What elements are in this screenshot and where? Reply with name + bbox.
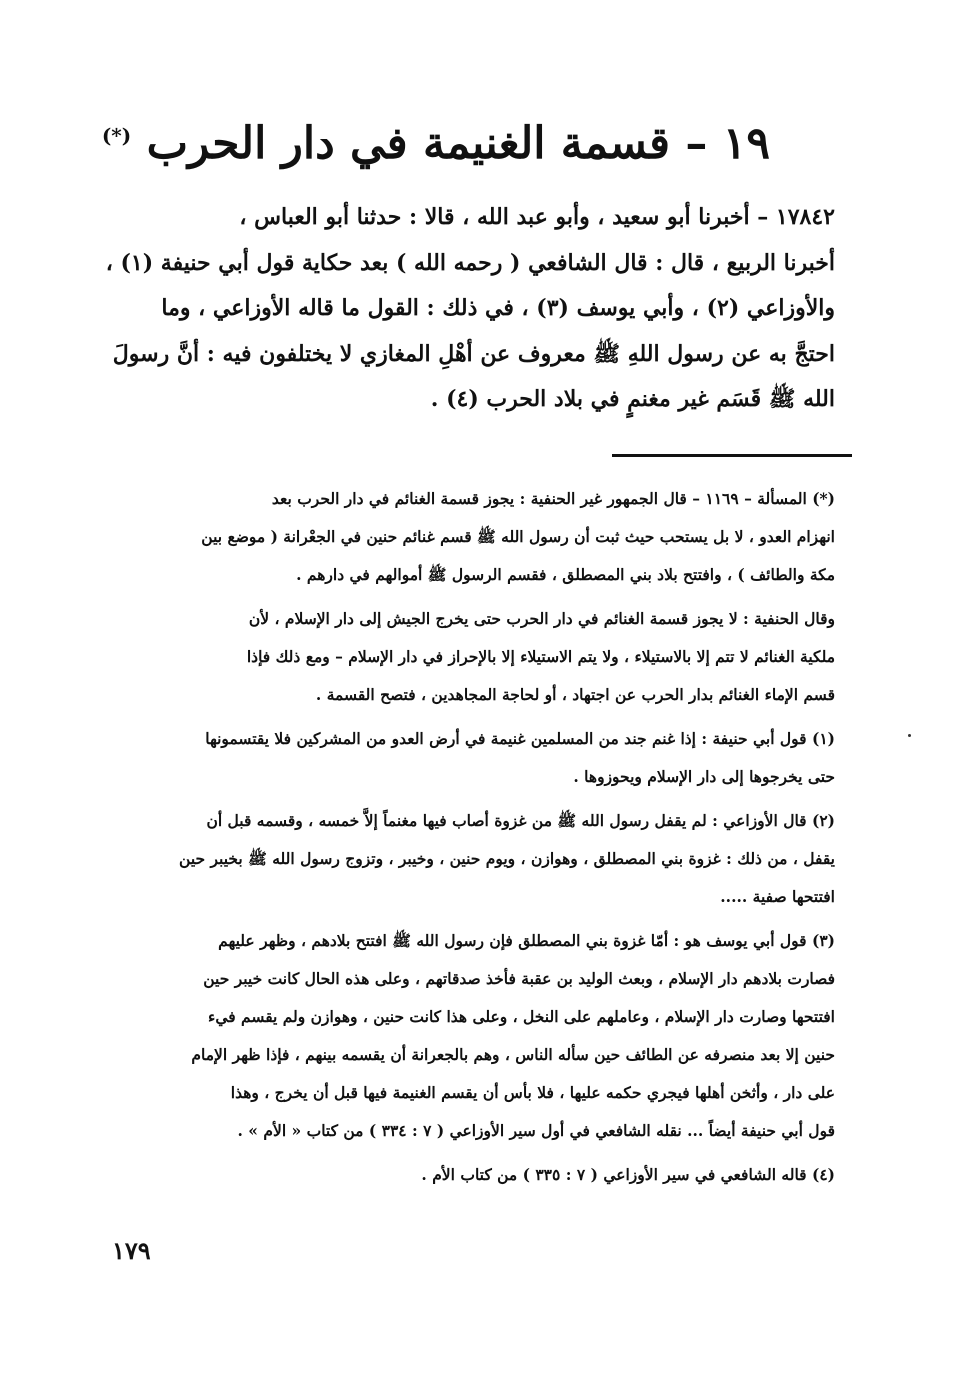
footnote-line: افتتحها وصارت دار الإسلام ، وعاملهم على النخل ، وعلى هذا كانت حنين ، وهوازن ولم يقسم فيء <box>208 1007 835 1026</box>
footnote-line: حنين إلا بعد منصرفه عن الطائف حين سأله الناس ، وهم بالجعرانة أن يقسمه بينهم ، فإذا ظهر الإمام <box>191 1045 835 1064</box>
footnote-line: وقال الحنفية : لا يجوز قسمة الغنائم في دار الحرب حتى يخرج الجيش إلى دار الإسلام ، لأن <box>248 609 835 628</box>
footnote-line: يقفل ، من ذلك : غزوة بني المصطلق ، وهوازن ، ويوم حنين ، وخيبر ، وتزوج رسول الله ﷺ بخيبر حين <box>179 849 835 868</box>
chapter-title <box>101 118 770 171</box>
footnote-line: (٣) قول أبي يوسف هو : أمّا غزوة بني المصطلق فإن رسول الله ﷺ افتتح بلادهم ، وظهر عليهم <box>218 931 835 950</box>
main-line: أخبرنا الربيع ، قال : قال الشافعي ( رحمه الله ) بعد حكاية قول أبي حنيفة (١) ، <box>105 249 835 276</box>
footnote-line: ملكية الغنائم لا تتم إلا بالاستيلاء ، ولا يتم الاستيلاء إلا بالإحراز في دار الإسلام – ومع ذلك فإذا <box>246 647 835 666</box>
chapter-title-marker: (*) <box>101 123 132 148</box>
footnote-line: (١) قول أبي حنيفة : إذا غنم جند من المسلمين غنيمة في أرض العدو من المشركين فلا يقتسمونها <box>205 729 835 748</box>
margin-dot <box>908 734 911 737</box>
main-line: الله ﷺ قَسَم غير مغنمٍ في بلاد الحرب (٤) . <box>430 386 835 412</box>
main-paragraph <box>105 195 835 423</box>
footnote-line: (٢) قال الأوزاعي : لم يقفل رسول الله ﷺ من غزوة أصاب فيها مغنماً إلاَّ خمسه ، وقسمه قبل أن <box>206 811 835 830</box>
footnote-line: على دار ، وأثخن أهلها فيجري حكمه عليها ، فلا بأس أن يقسم الغنيمة فيها قبل أن يخرج ، وهذا <box>230 1083 835 1102</box>
footnote-issue <box>110 480 835 594</box>
footnote-line: (٤) قاله الشافعي في سير الأوزاعي ( ٧ : ٣٣٥ ) من كتاب الأم . <box>421 1165 835 1184</box>
footnote-1 <box>110 720 835 796</box>
footnote-hanafi <box>110 600 835 714</box>
page-number: ١٧٩ <box>112 1236 151 1265</box>
footnote-line: فصارت بلادهم دار الإسلام ، وبعث الوليد بن عقبة فأخذ صدقاتهم ، وعلى هذه الحال كانت خيبر حين <box>203 969 835 988</box>
footnote-separator <box>612 454 852 457</box>
footnote-3 <box>110 922 835 1150</box>
main-line: ١٧٨٤٢ – أخبرنا أبو سعيد ، وأبو عبد الله ، قالا : حدثنا أبو العباس ، <box>239 204 835 230</box>
footnote-line: قول أبي حنيفة أيضاً ... نقله الشافعي في أول سير الأوزاعي ( ٧ : ٣٣٤ ) من كتاب « الأم » . <box>237 1121 835 1140</box>
main-line: احتجَّ به عن رسول اللهِ ﷺ معروف عن أهْلِ المغازي لا يختلفون فيه : أنَّ رسولَ <box>112 340 835 367</box>
chapter-title-text: ١٩ – قسمة الغنيمة في دار الحرب <box>146 118 770 169</box>
footnote-line: مكة والطائف ) ، وافتتح بلاد بني المصطلق ، فقسم الرسول ﷺ أموالهم في دارهم . <box>296 565 835 584</box>
footnote-line: (*) المسألة – ١١٦٩ – قال الجمهور غير الحنفية : يجوز قسمة الغنائم في دار الحرب بعد <box>271 489 835 508</box>
main-line: والأوزاعي (٢) ، وأبي يوسف (٣) ، في ذلك : القول ما قاله الأوزاعي ، وما <box>161 295 835 321</box>
footnote-line: قسم الإماء الغنائم بدار الحرب عن اجتهاد ، أو لحاجة المجاهدين ، فتصح القسمة . <box>315 685 835 704</box>
footnotes <box>110 480 835 1200</box>
footnote-4 <box>110 1156 835 1194</box>
footnote-line: افتتحها صفية ..... <box>720 887 835 906</box>
footnote-line: حتى يخرجوها إلى دار الإسلام ويحوزوها . <box>573 767 835 786</box>
footnote-2 <box>110 802 835 916</box>
footnote-line: انهزام العدو ، لا بل يستحب حيث ثبت أن رسول الله ﷺ قسم غنائم حنين في الجعْرانة ( موضع بين <box>201 527 835 546</box>
